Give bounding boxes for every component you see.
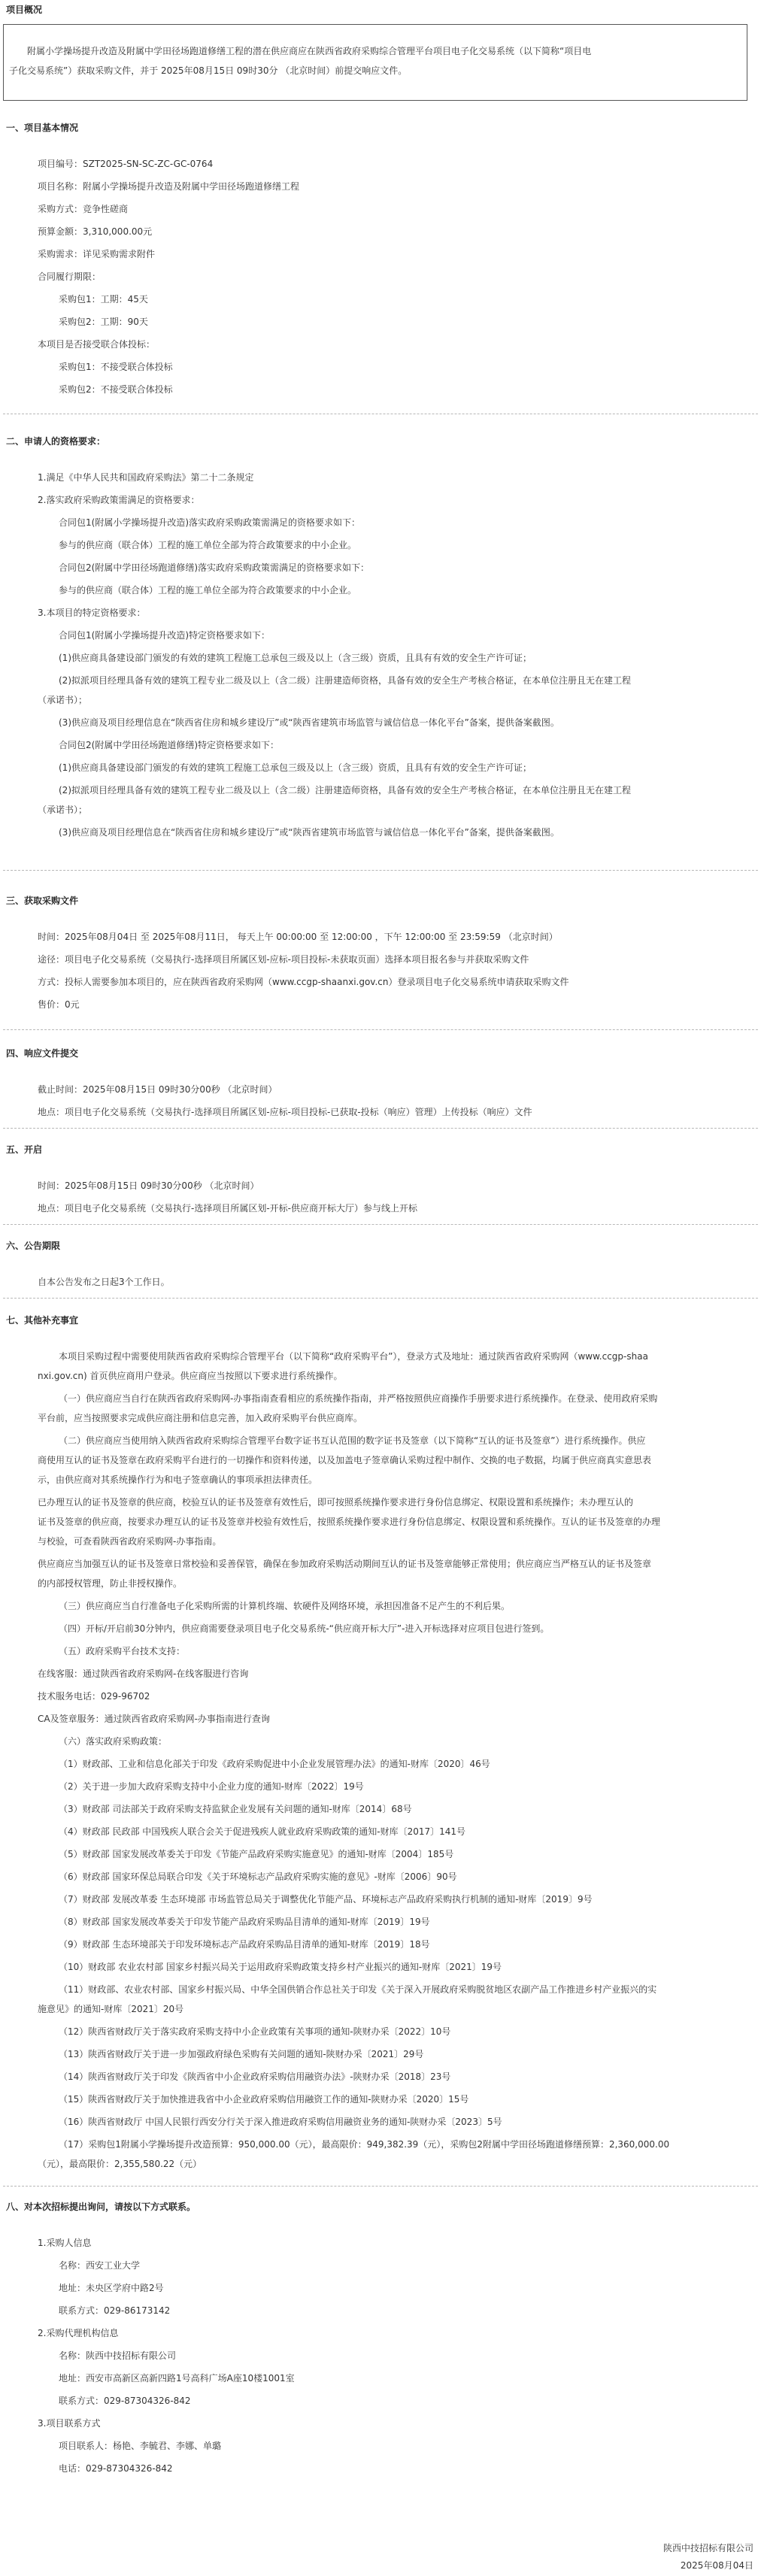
text-line: (1)供应商具备建设部门颁发的有效的建筑工程施工总承包三级及以上（含三级）资质，且具有有效的安全生产许可证； xyxy=(59,762,532,773)
text-line: （四）开标/开启前30分钟内，供应商需要登录项目电子化交易系统-“供应商开标大厅”-进入开标选择对应项目包进行签到。 xyxy=(59,1623,550,1634)
text-line: （元），最高限价：2,355,580.22（元） xyxy=(38,2159,202,2169)
text-line: 本项目采购过程中需要使用陕西省政府采购综合管理平台（以下简称“政府采购平台”），登录方式及地址：通过陕西省政府采购网（www.ccgp-shaa xyxy=(59,1351,648,1362)
text-line: （13）陕西省财政厅关于进一步加强政府绿色采购有关问题的通知-陕财办采〔2021〕29号 xyxy=(59,2049,424,2059)
text-line: 采购需求：详见采购需求附件 xyxy=(38,249,156,259)
text-line: （4）财政部 民政部 中国残疾人联合会关于促进残疾人就业政府采购政策的通知-财库〔2017〕141号 xyxy=(59,1826,466,1837)
text-line: 采购包2：工期：90天 xyxy=(59,317,148,327)
text-line: （6）财政部 国家环保总局联合印发《关于环境标志产品政府采购实施的意见》-财库〔2006〕90号 xyxy=(59,1871,457,1882)
text-line: 合同包2(附属中学田径场跑道修缮)特定资格要求如下： xyxy=(59,740,280,750)
text-line: 在线客服：通过陕西省政府采购网-在线客服进行咨询 xyxy=(38,1668,249,1679)
text-line: CA及签章服务：通过陕西省政府采购网-办事指南进行查询 xyxy=(38,1714,270,1724)
section-heading: 六、公告期限 xyxy=(6,1241,61,1251)
summary-line-1: 附属小学操场提升改造及附属中学田径场跑道修缮工程的潜在供应商应在陕西省政府采购综合管理平台项目电子化交易系统（以下简称“项目电 xyxy=(27,46,592,56)
text-line: 商使用互认的证书及签章在政府采购平台进行的一切操作和资料传递，以及加盖电子签章确认采购过程中制作、交换的电子数据，均属于供应商真实意思表 xyxy=(38,1455,652,1465)
text-line: （10）财政部 农业农村部 国家乡村振兴局关于运用政府采购政策支持乡村产业振兴的通知-财库〔2021〕19号 xyxy=(59,1962,502,1972)
text-line: 供应商应当加强互认的证书及签章日常校验和妥善保管，确保在参加政府采购活动期间互认的证书及签章能够正常使用；供应商应当严格互认的证书及签章 xyxy=(38,1559,652,1569)
text-line: 技术服务电话：029-96702 xyxy=(38,1691,150,1702)
text-line: （11）财政部、农业农村部、国家乡村振兴局、中华全国供销合作总社关于印发《关于深入开展政府采购脱贫地区农副产品工作推进乡村产业振兴的实 xyxy=(59,1984,657,1995)
text-line: 1.采购人信息 xyxy=(38,2238,92,2248)
text-line: （7）财政部 发展改革委 生态环境部 市场监管总局关于调整优化节能产品、环境标志产品政府采购执行机制的通知-财库〔2019〕9号 xyxy=(59,1894,593,1905)
summary-line-2: 子化交易系统”）获取采购文件，并于 2025年08月15日 09时30分 （北京时间）前提交响应文件。 xyxy=(9,65,408,76)
text-line: (2)拟派项目经理具备有效的建筑工程专业二级及以上（含二级）注册建造师资格，具备有效的安全生产考核合格证，在本单位注册且无在建工程 xyxy=(59,675,632,686)
text-line: （17）采购包1附属小学操场提升改造预算：950,000.00（元），最高限价：949,382.39（元），采购包2附属中学田径场跑道修缮预算：2,360,000.00 xyxy=(59,2139,670,2150)
text-line: （8）财政部 国家发展改革委关于印发节能产品政府采购品目清单的通知-财库〔2019〕19号 xyxy=(59,1917,430,1927)
footer-company: 陕西中技招标有限公司 xyxy=(662,2543,753,2553)
section-divider xyxy=(3,2186,758,2187)
text-line: (2)拟派项目经理具备有效的建筑工程专业二级及以上（含二级）注册建造师资格，具备有效的安全生产考核合格证，在本单位注册且无在建工程 xyxy=(59,785,632,796)
footer-date: 2025年08月04日 xyxy=(680,2560,753,2571)
text-line: 项目编号：SZT2025-SN-SC-ZC-GC-0764 xyxy=(38,159,214,169)
text-line: （5）财政部 国家发展改革委关于印发《节能产品政府采购实施意见》的通知-财库〔2004〕185号 xyxy=(59,1849,454,1859)
text-line: （一）供应商应当自行在陕西省政府采购网-办事指南查看相应的系统操作指南，并严格按照供应商操作手册要求进行系统操作。在登录、使用政府采购 xyxy=(59,1393,658,1404)
text-line: (3)供应商及项目经理信息在“陕西省住房和城乡建设厅”或“陕西省建筑市场监管与诚信信息一体化平台”备案，提供备案截图。 xyxy=(59,717,559,728)
section-divider xyxy=(3,1029,758,1030)
section-heading: 八、对本次招标提出询问，请按以下方式联系。 xyxy=(6,2202,196,2212)
text-line: 自本公告发布之日起3个工作日。 xyxy=(38,1277,170,1287)
text-line: 时间：2025年08月15日 09时30分00秒 （北京时间） xyxy=(38,1180,259,1191)
summary-box xyxy=(3,24,747,101)
section-divider xyxy=(3,1224,758,1225)
section-heading: 五、开启 xyxy=(6,1144,43,1155)
section-heading: 七、其他补充事宜 xyxy=(6,1315,79,1326)
text-line: 参与的供应商（联合体）工程的施工单位全部为符合政策要求的中小企业。 xyxy=(59,585,357,596)
section-divider xyxy=(3,1298,758,1299)
text-line: 已办理互认的证书及签章的供应商，校验互认的证书及签章有效性后，即可按照系统操作要求进行身份信息绑定、权限设置和系统操作；未办理互认的 xyxy=(38,1497,634,1508)
text-line: 采购包2：不接受联合体投标 xyxy=(59,384,173,395)
text-line: 名称：陕西中技招标有限公司 xyxy=(59,2350,177,2361)
text-line: （12）陕西省财政厅关于落实政府采购支持中小企业政策有关事项的通知-陕财办采〔2022〕10号 xyxy=(59,2026,451,2037)
text-line: （1）财政部、工业和信息化部关于印发《政府采购促进中小企业发展管理办法》的通知-财库〔2020〕46号 xyxy=(59,1759,490,1769)
summary-title: 项目概况 xyxy=(6,5,43,15)
text-line: 示，由供应商对其系统操作行为和电子签章确认的事项承担法律责任。 xyxy=(38,1474,318,1485)
text-line: 地址：西安市高新区高新四路1号高科广场A座10楼1001室 xyxy=(59,2373,295,2384)
text-line: （14）陕西省财政厅关于印发《陕西省中小企业政府采购信用融资办法》-陕财办采〔2018〕23号 xyxy=(59,2071,451,2082)
text-line: （三）供应商应当自行准备电子化采购所需的计算机终端、软硬件及网络环境，承担因准备不足产生的不利后果。 xyxy=(59,1601,511,1611)
text-line: 采购包1：工期：45天 xyxy=(59,294,148,305)
text-line: 合同包1(附属小学操场提升改造)落实政府采购政策需满足的资格要求如下： xyxy=(59,517,361,528)
text-line: 项目联系人：杨艳、李毓君、李娜、单璐 xyxy=(59,2441,222,2451)
section-heading: 一、项目基本情况 xyxy=(6,123,79,133)
text-line: (1)供应商具备建设部门颁发的有效的建筑工程施工总承包三级及以上（含三级）资质，且具有有效的安全生产许可证； xyxy=(59,653,532,663)
text-line: 售价：0元 xyxy=(38,999,80,1010)
text-line: 施意见》的通知-财库〔2021〕20号 xyxy=(38,2004,184,2014)
text-line: 采购包1：不接受联合体投标 xyxy=(59,362,173,372)
text-line: 预算金额：3,310,000.00元 xyxy=(38,226,153,237)
section-divider xyxy=(3,870,758,871)
text-line: 本项目是否接受联合体投标： xyxy=(38,339,156,350)
text-line: （16）陕西省财政厅 中国人民银行西安分行关于深入推进政府采购信用融资业务的通知-陕财办采〔2023〕5号 xyxy=(59,2117,502,2127)
text-line: 联系方式：029-87304326-842 xyxy=(59,2396,191,2406)
text-line: 地点：项目电子化交易系统（交易执行-选择项目所属区划-应标-项目投标-已获取-投标（响应）管理）上传投标（响应）文件 xyxy=(38,1107,532,1117)
text-line: （五）政府采购平台技术支持： xyxy=(59,1646,186,1656)
text-line: 项目名称：附属小学操场提升改造及附属中学田径场跑道修缮工程 xyxy=(38,181,300,192)
section-heading: 三、获取采购文件 xyxy=(6,896,79,906)
text-line: 合同包2(附属中学田径场跑道修缮)落实政府采购政策需满足的资格要求如下： xyxy=(59,562,370,573)
text-line: 方式：投标人需要参加本项目的，应在陕西省政府采购网（www.ccgp-shaanxi.gov.cn）登录项目电子化交易系统申请获取采购文件 xyxy=(38,977,569,987)
text-line: 3.项目联系方式 xyxy=(38,2418,101,2429)
section-heading: 四、响应文件提交 xyxy=(6,1048,79,1059)
text-line: （2）关于进一步加大政府采购支持中小企业力度的通知-财库〔2022〕19号 xyxy=(59,1781,364,1792)
text-line: 时间：2025年08月04日 至 2025年08月11日， 每天上午 00:00:00 至 12:00:00 ，下午 12:00:00 至 23:59:59 （北京时间） xyxy=(38,932,558,942)
text-line: 平台前，应当按照要求完成供应商注册和信息完善，加入政府采购平台供应商库。 xyxy=(38,1413,363,1423)
text-line: 合同包1(附属小学操场提升改造)特定资格要求如下： xyxy=(59,630,271,641)
text-line: 电话：029-87304326-842 xyxy=(59,2463,173,2474)
text-line: （二）供应商应当使用纳入陕西省政府采购综合管理平台数字证书互认范围的数字证书及签章（以下简称“互认的证书及签章”）进行系统操作。供应 xyxy=(59,1435,646,1446)
text-line: （承诺书）； xyxy=(38,805,88,815)
section-divider xyxy=(3,1128,758,1129)
text-line: 3.本项目的特定资格要求： xyxy=(38,608,146,618)
text-line: nxi.gov.cn) 首页供应商用户登录。供应商应当按照以下要求进行系统操作。 xyxy=(38,1371,343,1381)
text-line: 地址：未央区学府中路2号 xyxy=(59,2283,164,2293)
text-line: （3）财政部 司法部关于政府采购支持监狱企业发展有关问题的通知-财库〔2014〕68号 xyxy=(59,1804,412,1814)
text-line: （六）落实政府采购政策： xyxy=(59,1736,168,1747)
text-line: 参与的供应商（联合体）工程的施工单位全部为符合政策要求的中小企业。 xyxy=(59,540,357,550)
text-line: 的内部授权管理，防止非授权操作。 xyxy=(38,1578,183,1589)
text-line: 截止时间：2025年08月15日 09时30分00秒 （北京时间） xyxy=(38,1084,277,1095)
text-line: 合同履行期限： xyxy=(38,271,102,282)
text-line: 1.满足《中华人民共和国政府采购法》第二十二条规定 xyxy=(38,472,254,483)
text-line: 联系方式：029-86173142 xyxy=(59,2305,171,2316)
text-line: （9）财政部 生态环境部关于印发环境标志产品政府采购品目清单的通知-财库〔2019〕18号 xyxy=(59,1939,430,1950)
text-line: 2.采购代理机构信息 xyxy=(38,2328,119,2338)
section-heading: 二、申请人的资格要求： xyxy=(6,436,106,447)
text-line: (3)供应商及项目经理信息在“陕西省住房和城乡建设厅”或“陕西省建筑市场监管与诚信信息一体化平台”备案，提供备案截图。 xyxy=(59,827,559,838)
text-line: （15）陕西省财政厅关于加快推进我省中小企业政府采购信用融资工作的通知-陕财办采〔2020〕15号 xyxy=(59,2094,469,2105)
text-line: 名称：西安工业大学 xyxy=(59,2260,141,2271)
text-line: 采购方式：竞争性磋商 xyxy=(38,204,129,214)
text-line: 2.落实政府采购政策需满足的资格要求： xyxy=(38,495,200,505)
text-line: 证书及签章的供应商，按要求办理互认的证书及签章并校验有效性后，按照系统操作要求进行身份信息绑定、权限设置和系统操作。互认的证书及签章的办理 xyxy=(38,1517,661,1527)
text-line: （承诺书）； xyxy=(38,695,88,705)
text-line: 途径：项目电子化交易系统（交易执行-选择项目所属区划-应标-项目投标-未获取页面）选择本项目报名参与并获取采购文件 xyxy=(38,954,529,965)
text-line: 与校验，可查看陕西省政府采购网-办事指南。 xyxy=(38,1536,222,1547)
text-line: 地点：项目电子化交易系统（交易执行-选择项目所属区划-开标-供应商开标大厅）参与线上开标 xyxy=(38,1203,417,1214)
